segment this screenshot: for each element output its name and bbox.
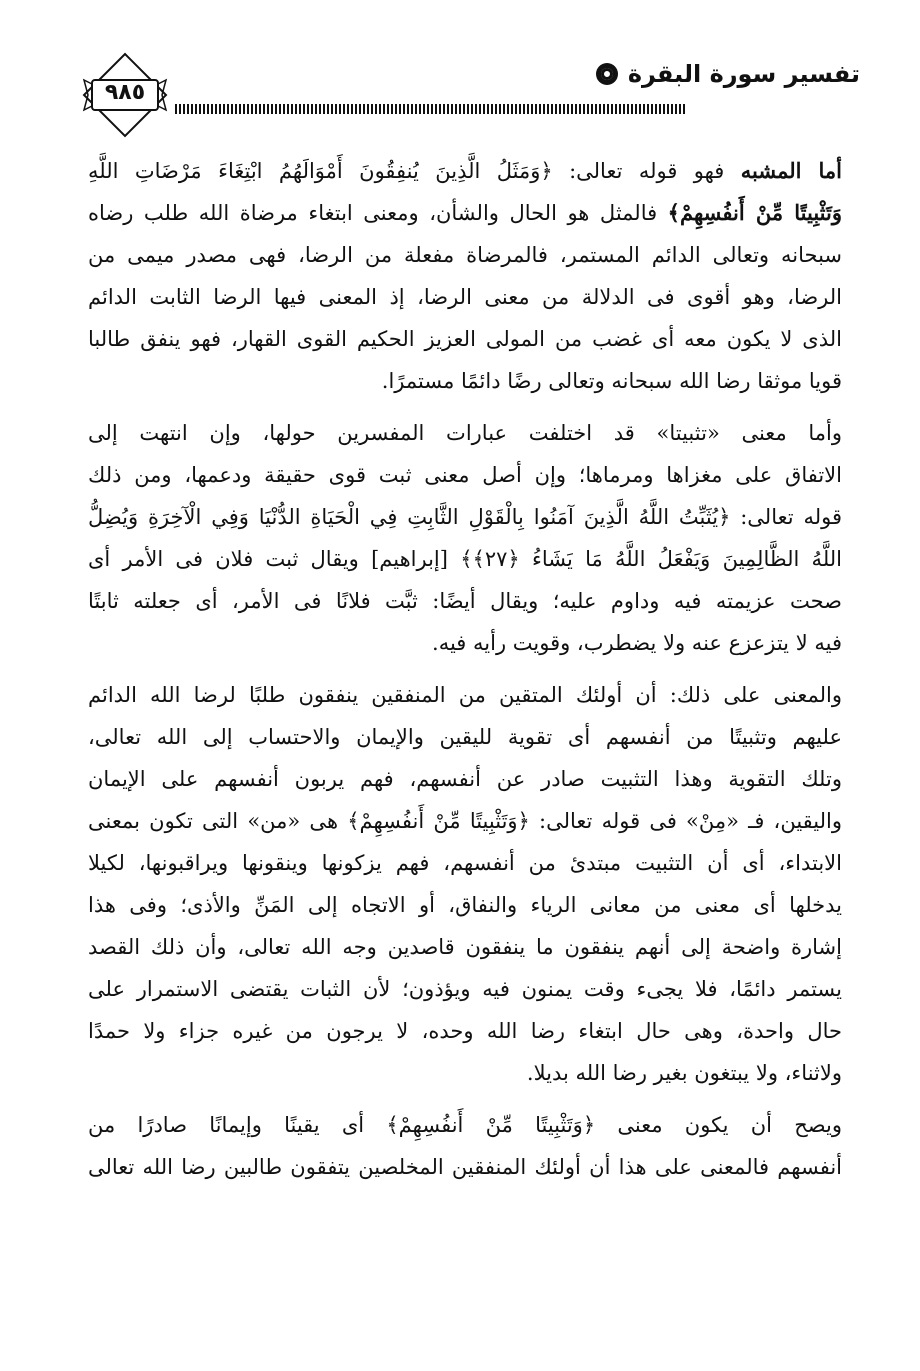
text-line: [88, 716, 842, 758]
header-title-group: [596, 60, 860, 88]
line-text: أنفسهم فالمعنى على هذا أن أولئك المنفقين المخلصين يتفقون طالبين رضا الله تعالى: [88, 1155, 842, 1179]
bold-lead-text: وَتَثْبِيتًا مِّنْ أَنفُسِهِمْ﴾: [667, 200, 842, 225]
line-text: وتلك التقوية وهذا التثبيت صادر عن أنفسهم، فهم يربون أنفسهم على الإيمان: [88, 767, 842, 791]
line-text: واليقين، فـ «مِنْ» فى قوله تعالى: ﴿وَتَثْبِيتًا مِّنْ أَنفُسِهِمْ﴾ هى «من» التى تكون بمعنى: [88, 809, 842, 833]
paragraph: [88, 1104, 842, 1188]
line-text: الابتداء، أى أن التثبيت مبتدئ من أنفسهم، فهم يزكونها وينقونها ويراقبونها، لكيلا: [88, 851, 842, 875]
line-text: وأما معنى «تثبيتا» قد اختلفت عبارات المفسرين حولها، وإن انتهت إلى: [88, 421, 842, 445]
line-text: ولاثناء، ولا يبتغون بغير رضا الله بديلا.: [526, 1061, 842, 1085]
ornament-icon: [596, 63, 618, 85]
text-line: [88, 884, 842, 926]
text-line: [88, 360, 842, 402]
paragraph: [88, 674, 842, 1094]
text-line: [88, 1146, 842, 1188]
running-title: تفسير سورة البقرة: [627, 60, 860, 88]
text-line: [88, 800, 842, 842]
text-line: [88, 538, 842, 580]
body-text: [88, 150, 842, 1198]
text-line: [88, 276, 842, 318]
line-text: الذى لا يكون معه أى غضب من المولى العزيز الحكيم القوى القهار، فهو ينفق طالبا: [88, 327, 842, 351]
page-number-ornament: [80, 50, 170, 140]
text-line: [88, 622, 842, 664]
text-line: [88, 1010, 842, 1052]
paragraph: [88, 150, 842, 402]
text-line: [88, 842, 842, 884]
text-line: [88, 1052, 842, 1094]
text-line: [88, 968, 842, 1010]
line-text: يستمر دائمًا، فلا يجىء وقت يمنون فيه ويؤذون؛ لأن الثبات يقتضى الاستمرار على: [88, 977, 842, 1001]
line-text: فهو قوله تعالى: ﴿وَمَثَلُ الَّذِينَ يُنفِقُونَ أَمْوَالَهُمُ ابْتِغَاءَ مَرْضَاتِ اللَّهِ: [88, 159, 741, 183]
text-line: [88, 454, 842, 496]
line-text: ويصح أن يكون معنى ﴿وَتَثْبِيتًا مِّنْ أَنفُسِهِمْ﴾ أى يقينًا وإيمانًا صادرًا من: [88, 1113, 842, 1137]
line-text: صحت عزيمته فيه وداوم عليه؛ ويقال أيضًا: ثبَّت فلانًا فى الأمر، أى جعلته ثابتًا: [88, 589, 842, 613]
line-text: فالمثل هو الحال والشأن، ومعنى ابتغاء مرضاة الله طلب رضاه: [88, 201, 668, 225]
line-text: عليهم وتثبيتًا من أنفسهم أى تقوية لليقين والإيمان والاحتساب إلى الله تعالى،: [88, 725, 842, 749]
header-rule: [175, 104, 685, 114]
bold-lead-text: أما المشبه: [740, 158, 842, 183]
line-text: اللَّهُ الظَّالِمِينَ وَيَفْعَلُ اللَّهُ مَا يَشَاءُ ﴿٢٧﴾﴾ [إبراهيم] ويقال ثبت فلان فى الأمر أى: [88, 547, 842, 571]
text-line: [88, 674, 842, 716]
paragraph: [88, 412, 842, 664]
text-line: [88, 580, 842, 622]
text-line: [88, 926, 842, 968]
text-line: [88, 192, 842, 234]
text-line: [88, 1104, 842, 1146]
line-text: إشارة واضحة إلى أنهم ينفقون ما ينفقون قاصدين وجه الله تعالى، وأن ذلك القصد: [88, 935, 842, 959]
text-line: [88, 758, 842, 800]
line-text: والمعنى على ذلك: أن أولئك المتقين من المنفقين ينفقون طلبًا لرضا الله الدائم: [88, 683, 842, 707]
line-text: فيه لا يتزعزع عنه ولا يضطرب، وقويت رأيه فيه.: [432, 631, 842, 655]
page-number: ٩٨٥: [104, 80, 146, 105]
page-header: [80, 50, 860, 140]
text-line: [88, 234, 842, 276]
text-line: [88, 150, 842, 192]
text-line: [88, 412, 842, 454]
line-text: الرضا، وهو أقوى فى الدلالة من معنى الرضا، إذ المعنى فيها الرضا الثابت الدائم: [88, 285, 842, 309]
text-line: [88, 318, 842, 360]
line-text: الاتفاق على مغزاها ومرماها؛ وإن أصل معنى ثبت قوى حقيقة ودعمها، ومن ذلك: [88, 463, 842, 487]
line-text: سبحانه وتعالى الدائم المستمر، فالمرضاة مفعلة من الرضا، فهى مصدر ميمى من: [88, 243, 842, 267]
text-line: [88, 496, 842, 538]
line-text: يدخلها أى معنى من معانى الرياء والنفاق، أو الاتجاه إلى المَنِّ والأذى؛ وفى هذا: [88, 893, 842, 917]
line-text: حال واحدة، وهى حال ابتغاء رضا الله وحده، لا يرجون من غيره جزاء ولا حمدًا: [88, 1019, 842, 1043]
line-text: قويا موثقا رضا الله سبحانه وتعالى رضًا دائمًا مستمرًا.: [381, 369, 842, 393]
line-text: قوله تعالى: ﴿يُثَبِّتُ اللَّهُ الَّذِينَ آمَنُوا بِالْقَوْلِ الثَّابِتِ فِي الْحَيَاةِ الدُّنْيَا وَفِي الْآخِرَةِ وَيُضِلُّ: [88, 505, 842, 529]
